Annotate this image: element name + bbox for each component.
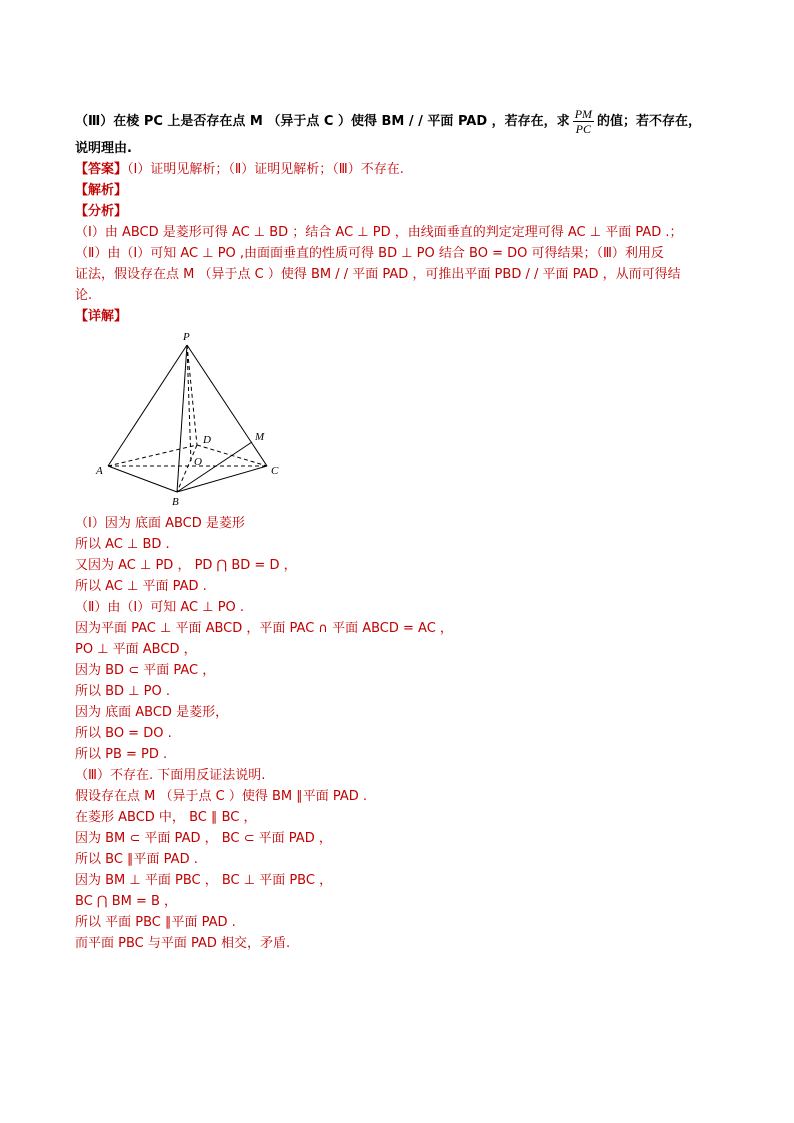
jiexi-tag: 【解析】 bbox=[75, 183, 128, 198]
solution-line-14: 假设存在点 M （异于点 C ）使得 BM ∥平面 PAD . bbox=[75, 789, 368, 804]
fraction-denominator: PC bbox=[575, 122, 592, 136]
solution-line-21: 而平面 PBC 与平面 PAD 相交，矛盾. bbox=[75, 936, 291, 951]
answer-text: （Ⅰ）证明见解析；（Ⅱ）证明见解析；（Ⅲ）不存在. bbox=[127, 162, 404, 177]
answer-line bbox=[75, 161, 404, 179]
solution-line-16: 因为 BM ⊂ 平面 PAD ， BC ⊂ 平面 PAD ， bbox=[75, 831, 332, 846]
solution-line-15: 在菱形 ABCD 中， BC ∥ BC ， bbox=[75, 810, 257, 825]
label-b: B bbox=[172, 496, 179, 508]
solution-line-19: BC ⋂ BM = B ， bbox=[75, 894, 178, 909]
label-o: O bbox=[194, 456, 202, 468]
solution-line-3: 又因为 AC ⊥ PD ， PD ⋂ BD = D ， bbox=[75, 558, 297, 573]
question-3-line-2: 说明理由. bbox=[75, 141, 132, 156]
answer-tag: 【答案】 bbox=[75, 162, 128, 177]
pyramid-figure bbox=[90, 328, 290, 510]
xiangjie-tag: 【详解】 bbox=[75, 309, 128, 324]
fenxi-line-1: （Ⅰ）由 ABCD 是菱形可得 AC ⊥ BD ；结合 AC ⊥ PD ，由线面垂直的判定定理可得 AC ⊥ 平面 PAD .； bbox=[75, 225, 683, 240]
solution-line-6: 因为平面 PAC ⊥ 平面 ABCD ，平面 PAC ∩ 平面 ABCD = AC ， bbox=[75, 621, 453, 636]
question-3-line-1 bbox=[75, 107, 701, 136]
question-3-text: （Ⅲ）在棱 PC 上是否存在点 M （异于点 C ）使得 BM / / 平面 PAD ，若存在，求 bbox=[75, 114, 570, 129]
solution-line-17: 所以 BC ∥平面 PAD . bbox=[75, 852, 198, 867]
solution-line-11: 所以 BO = DO . bbox=[75, 726, 172, 741]
label-c: C bbox=[271, 465, 279, 477]
label-p: P bbox=[183, 331, 190, 343]
fraction-pm-pc bbox=[573, 107, 594, 136]
solution-line-9: 所以 BD ⊥ PO . bbox=[75, 684, 170, 699]
solution-line-20: 所以 平面 PBC ∥平面 PAD . bbox=[75, 915, 236, 930]
question-3-text-end: 的值；若不存在， bbox=[597, 114, 702, 129]
label-a: A bbox=[96, 465, 103, 477]
solution-line-10: 因为 底面 ABCD 是菱形， bbox=[75, 705, 229, 720]
solution-line-5: （Ⅱ）由（Ⅰ）可知 AC ⊥ PO . bbox=[75, 600, 245, 615]
fenxi-line-4: 论. bbox=[75, 288, 93, 303]
solution-line-4: 所以 AC ⊥ 平面 PAD . bbox=[75, 579, 207, 594]
solution-line-2: 所以 AC ⊥ BD . bbox=[75, 537, 170, 552]
fraction-numerator: PM bbox=[574, 107, 593, 121]
fenxi-line-2: （Ⅱ）由（Ⅰ）可知 AC ⊥ PO ,由面面垂直的性质可得 BD ⊥ PO 结合 BO = DO 可得结果；（Ⅲ）利用反 bbox=[75, 246, 664, 261]
solution-line-12: 所以 PB = PD . bbox=[75, 747, 168, 762]
label-d: D bbox=[203, 434, 211, 446]
solution-line-13: （Ⅲ）不存在. 下面用反证法说明. bbox=[75, 768, 266, 783]
fenxi-tag: 【分析】 bbox=[75, 204, 128, 219]
solution-line-18: 因为 BM ⊥ 平面 PBC ， BC ⊥ 平面 PBC ， bbox=[75, 873, 333, 888]
label-m: M bbox=[255, 431, 265, 443]
fenxi-line-3: 证法，假设存在点 M （异于点 C ）使得 BM / / 平面 PAD ，可推出平面 PBD / / 平面 PAD ，从而可得结 bbox=[75, 267, 681, 282]
solution-line-8: 因为 BD ⊂ 平面 PAC ， bbox=[75, 663, 216, 678]
solution-line-7: PO ⊥ 平面 ABCD ， bbox=[75, 642, 197, 657]
solution-line-1: （Ⅰ）因为 底面 ABCD 是菱形 bbox=[75, 516, 245, 531]
